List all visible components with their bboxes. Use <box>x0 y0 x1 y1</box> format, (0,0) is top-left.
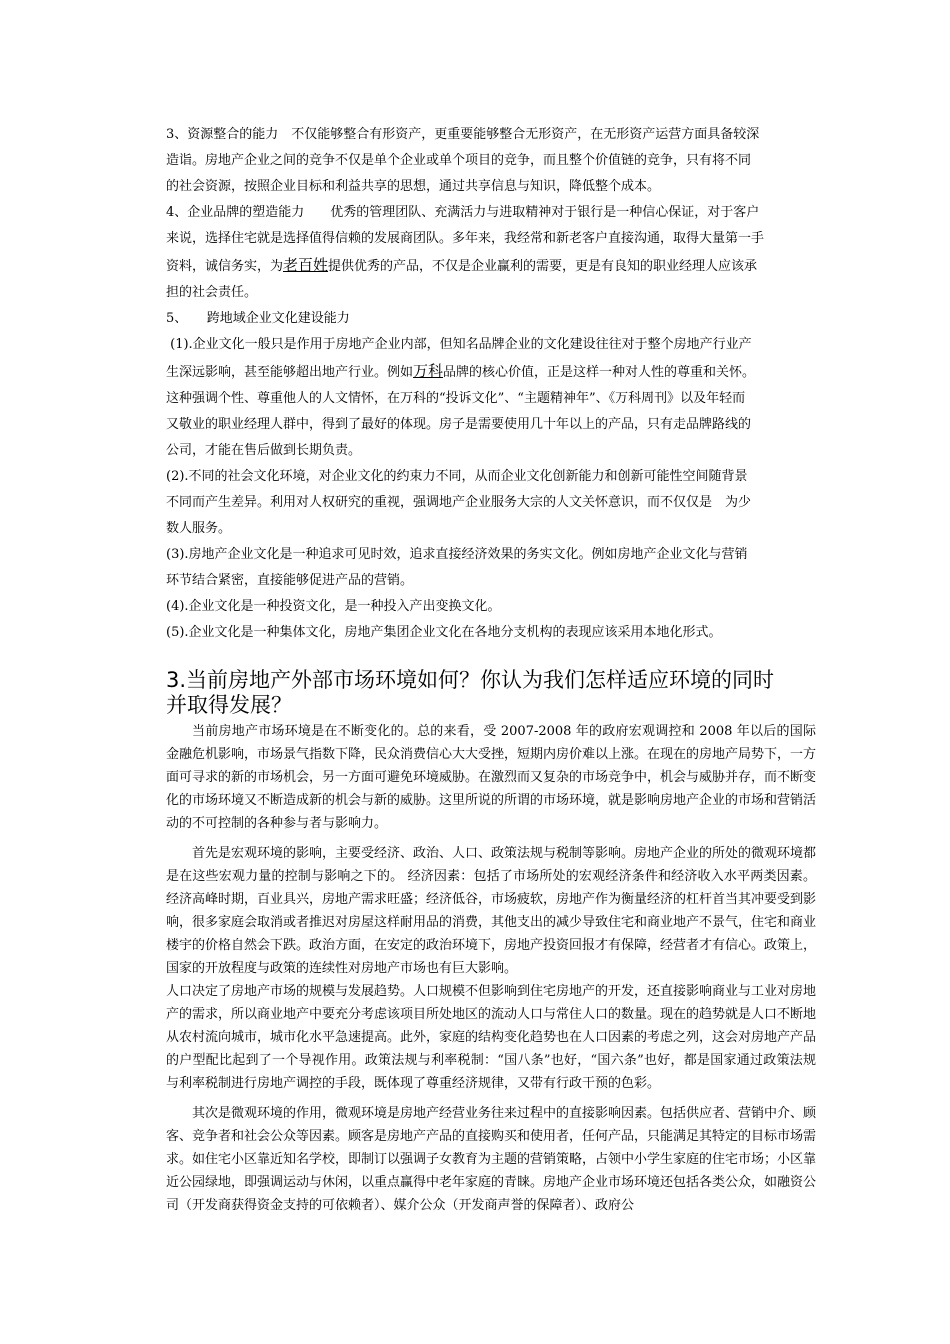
text-line: 4、企业品牌的塑造能力 优秀的管理团队、充满活力与进取精神对于银行是一种信心保证，对于客户 <box>166 205 760 220</box>
text-line: 公司，才能在售后做到长期负责。 <box>166 443 362 458</box>
text-line: 造诣。房地产企业之间的竞争不仅是单个企业或单个项目的竞争，而且整个价值链的竞争，只有将不同 <box>166 153 752 168</box>
text-span: 资料，诚信务实，为 <box>166 259 284 274</box>
text-line: 的社会资源，按照企业目标和利益共享的思想，通过共享信息与知识，降低整个成本。 <box>166 179 661 194</box>
text-line: 环节结合紧密，直接能够促进产品的营销。 <box>166 573 414 588</box>
text-line: 担的社会责任。 <box>166 285 258 300</box>
text-line: 数人服务。 <box>166 521 232 536</box>
paragraph-macro-environment: 首先是宏观环境的影响，主要受经济、政治、人口、政策法规与税制等影响。房地产企业的所处的微观环境都是在这些宏观力量的控制与影响之下的。 经济因素：包括了市场所处的宏观经济条件和经济收入水平两类因素。经济高峰时期，百业具兴，房地产需求旺盛；经济低谷，市场疲软，房地产作为衡量经济的杠杆首当其冲要受到影响，很多家庭会取消或者推迟对房屋这样耐用品的消费，其他支出的减少导致住宅和商业地产不景气，住宅和商业楼宇的价格自然会下跌。政治方面，在安定的政治环境下，房地产投资回报才有保障，经营者才有信心。政策上，国家的开放程度与政策的连续性对房地产市场也有巨大影响。 <box>166 846 817 976</box>
paragraph-micro-environment: 其次是微观环境的作用，微观环境是房地产经营业务往来过程中的直接影响因素。包括供应者、营销中介、顾客、竞争者和社会公众等因素。顾客是房地产产品的直接购买和使用者，任何产品，只能满足其特定的目标市场需求。如住宅小区靠近知名学校，即制订以强调子女教育为主题的营销策略，占领中小学生家庭的住宅市场；小区靠近公园绿地，即强调运动与休闲，以重点赢得中老年家庭的青睐。房地产企业市场环境还包括各类公众，如融资公司（开发商获得资金支持的可依赖者）、媒介公众（开发商声誉的保障者）、政府公 <box>166 1106 817 1213</box>
laobaixing-link[interactable]: 老百姓 <box>283 256 329 274</box>
paragraph-market-overview: 当前房地产市场环境是在不断变化的。总的来看，受 2007-2008 年的政府宏观调控和 2008 年以后的国际金融危机影响，市场景气指数下降，民众消费信心大大受挫，短期内房价难以上涨。在现在的房地产局势下，一方面可寻求的新的市场机会，另一方面可避免环境威胁。在激烈而又复杂的市场竞争中，机会与威胁并存，而不断变化的市场环境又不断造成新的机会与新的威胁。这里所说的所谓的市场环境，就是影响房地产企业的市场和营销活动的不可控制的各种参与者与影响力。 <box>166 724 817 831</box>
section-title: 5、 跨地域企业文化建设能力 <box>166 311 350 326</box>
text-line: (3).房地产企业文化是一种追求可见时效，追求直接经济效果的务实文化。例如房地产企业文化与营销 <box>166 547 748 562</box>
text-line: 3、资源整合的能力 不仅能够整合有形资产，更重要能够整合无形资产，在无形资产运营方面具备较深 <box>166 127 760 142</box>
text-span: 提供优秀的产品，不仅是企业赢利的需要，更是有良知的职业经理人应该承 <box>328 259 758 274</box>
text-line: 来说，选择住宅就是选择值得信赖的发展商团队。多年来，我经常和新老客户直接沟通，取得大量第一手 <box>166 231 765 246</box>
text-line <box>166 252 816 280</box>
text-line: (2).不同的社会文化环境，对企业文化的约束力不同，从而企业文化创新能力和创新可能性空间随背景 <box>166 469 748 484</box>
section-brand-building <box>166 200 816 306</box>
section-culture-building <box>166 306 816 646</box>
text-line: (1).企业文化一般只是作用于房地产企业内部，但知名品牌企业的文化建设往往对于整个房地产行业产 <box>166 337 752 352</box>
heading-line: 并取得发展？ <box>166 693 292 717</box>
text-span: 品牌的核心价值，正是这样一种对人性的尊重和关怀。 <box>443 365 756 380</box>
paragraph-population: 人口决定了房地产市场的规模与发展趋势。人口规模不但影响到住宅房地产的开发，还直接影响商业与工业对房地产的需求，所以商业地产中要充分考虑该项目所处地区的流动人口与常住人口的数量。现在的趋势就是人口不断地从农村流向城市，城市化水平急速提高。此外，家庭的结构变化趋势也在人口因素的考虑之列，这会对房地产产品的户型配比起到了一个导视作用。政策法规与利率税制：“国八条”也好，“国六条”也好，都是国家通过政策法规与利率税制进行房地产调控的手段，既体现了尊重经济规律，又带有行政干预的色彩。 <box>166 984 817 1091</box>
vanke-link[interactable]: 万科 <box>413 362 444 380</box>
question-heading <box>166 668 816 718</box>
text-line: (4).企业文化是一种投资文化，是一种投入产出变换文化。 <box>166 599 501 614</box>
document-page <box>166 122 816 1217</box>
text-line <box>166 358 816 386</box>
section-resource-integration <box>166 122 816 200</box>
text-line: (5).企业文化是一种集体文化，房地产集团企业文化在各地分支机构的表现应该采用本地化形式。 <box>166 625 722 640</box>
text-span: 生深远影响，甚至能够超出地产行业。例如 <box>166 365 414 380</box>
text-line: 这种强调个性、尊重他人的人文情怀，在万科的“投诉文化”、“主题精神年”、《万科周刊》以及年轻而 <box>166 391 746 406</box>
text-line: 不同而产生差异。利用对人权研究的重视，强调地产企业服务大宗的人文关怀意识，而不仅仅是 为少 <box>166 495 752 510</box>
text-line: 又敬业的职业经理人群中，得到了最好的体现。房子是需要使用几十年以上的产品，只有走品牌路线的 <box>166 417 752 432</box>
heading-line: 3.当前房地产外部市场环境如何？你认为我们怎样适应环境的同时 <box>166 668 775 692</box>
